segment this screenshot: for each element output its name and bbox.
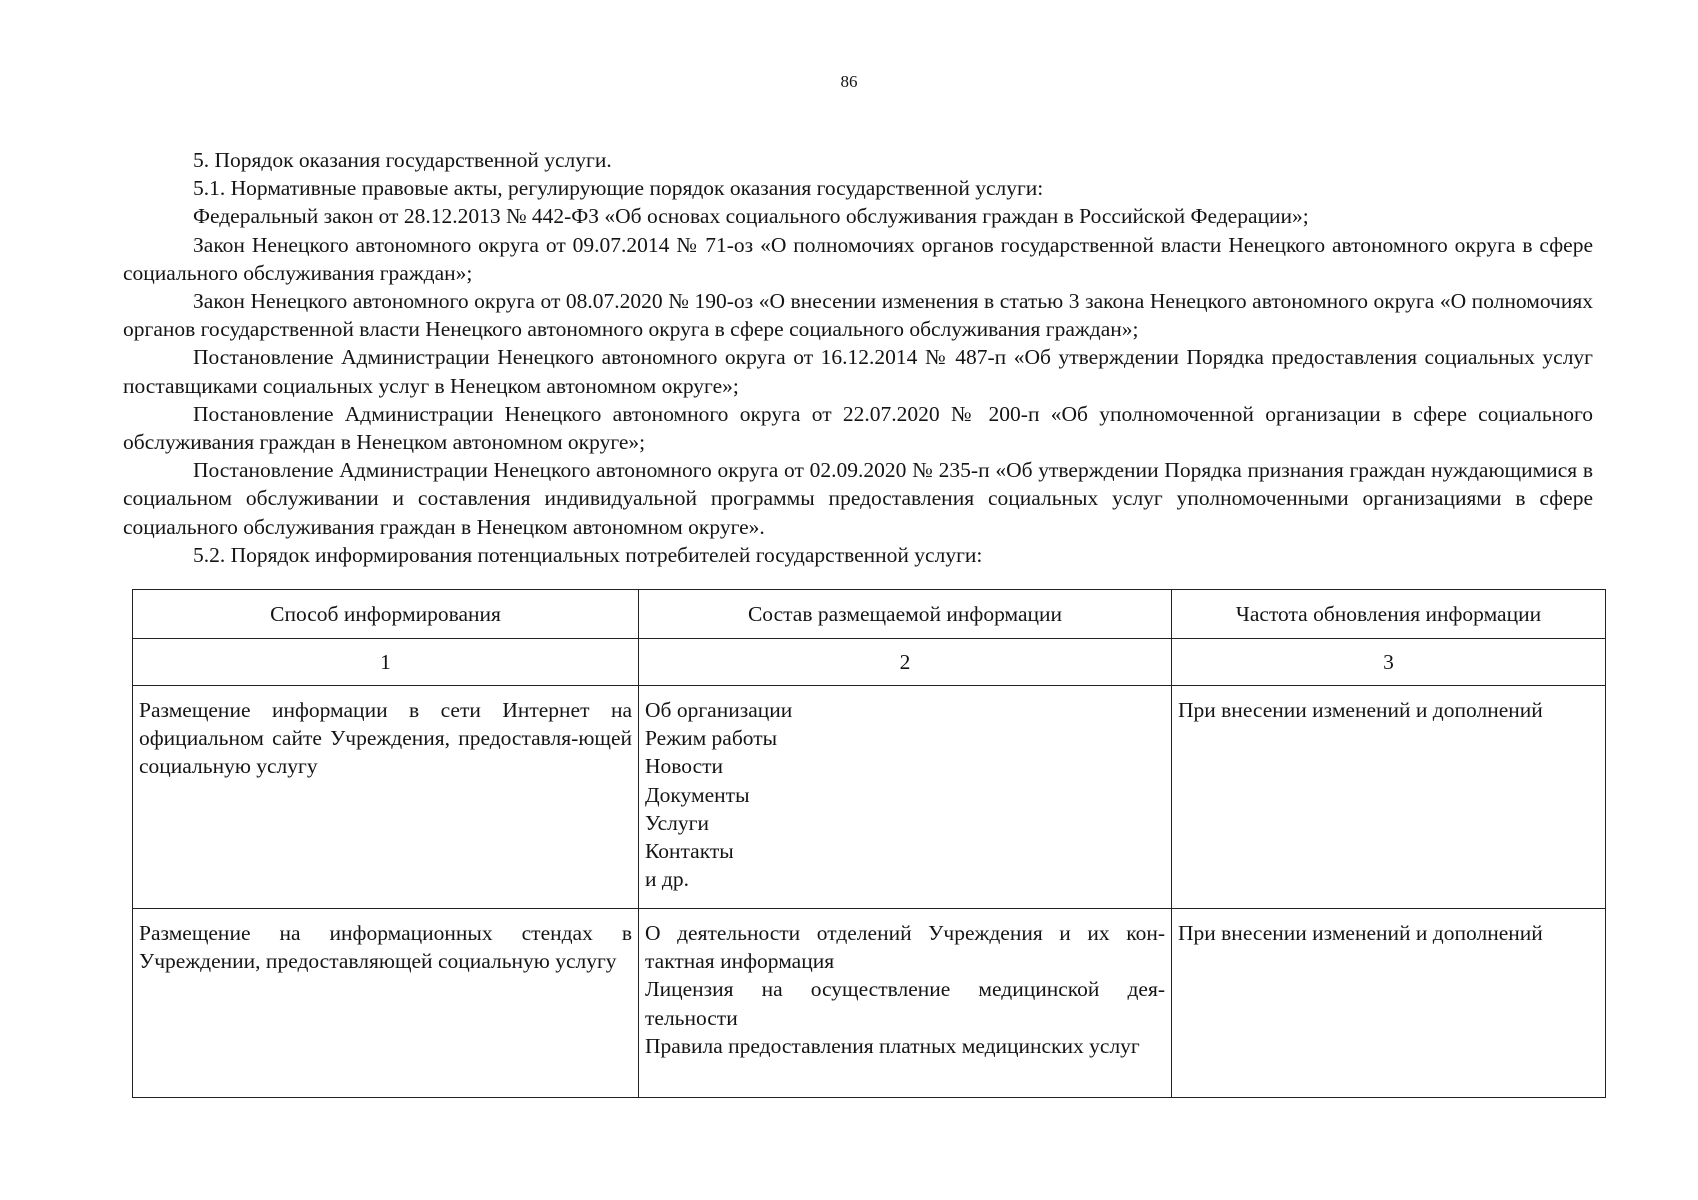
content-item: Режим работы (645, 726, 778, 751)
content-item: Об организации (645, 698, 793, 722)
column-number: 3 (1172, 639, 1606, 686)
content-item: и др. (645, 867, 689, 892)
frequency-cell: При внесении изменений и дополнений (1172, 909, 1606, 1098)
content-item: Правила предоставления платных медицинских услуг (645, 1033, 1140, 1058)
content-item: Услуги (645, 810, 709, 835)
content-item: О деятельности отделений Учреждения и их кон-тактная информация (645, 921, 1165, 974)
column-number: 2 (639, 639, 1172, 686)
column-number-row (133, 639, 1606, 686)
table-row (133, 686, 1606, 909)
legal-act-resolution-235-p: Постановление Администрации Ненецкого автономного округа от 02.09.2020 № 235-п «Об утверждении Порядка признания граждан нуждающимися в социальном обслуживании и составления индивидуальной программы предоставления социальных услуг уполномоченными организациями в сфере социального обслуживания граждан в Ненецком автономном округе». (123, 458, 1593, 539)
legal-act-federal-law: Федеральный закон от 28.12.2013 № 442-ФЗ «Об основах социального обслуживания граждан в Российской Федерации»; (193, 204, 1309, 229)
table-header-row (133, 590, 1606, 639)
content-item: Контакты (645, 839, 734, 864)
content-cell (639, 686, 1172, 909)
section-heading: 5. Порядок оказания государственной услуги. (193, 148, 612, 172)
legal-act-resolution-200-p: Постановление Администрации Ненецкого автономного округа от 22.07.2020 № 200-п «Об уполномоченной организации в сфере социального обслуживания граждан в Ненецком автономном округе»; (123, 401, 1593, 455)
content-item: Документы (645, 782, 750, 807)
column-header-method: Способ информирования (133, 590, 639, 639)
method-cell: Размещение на информационных стендах в Учреждении, предоставляющей социальную услугу (133, 909, 639, 1098)
document-body (123, 146, 1593, 569)
content-cell (639, 909, 1172, 1098)
subsection-heading-5-1: 5.1. Нормативные правовые акты, регулирующие порядок оказания государственной услуги: (193, 176, 1044, 201)
content-item: Новости (645, 754, 724, 779)
legal-act-resolution-487-p: Постановление Администрации Ненецкого автономного округа от 16.12.2014 № 487-п «Об утверждении Порядка предоставления социальных услуг поставщиками социальных услуг в Ненецком автономном округе»; (123, 345, 1593, 398)
method-cell: Размещение информации в сети Интернет на официальном сайте Учреждения, предоставля-ющей социальную услугу (133, 686, 639, 909)
column-number: 1 (133, 639, 639, 686)
legal-act-law-190-oz: Закон Ненецкого автономного округа от 08.07.2020 № 190-оз «О внесении изменения в статью 3 закона Ненецкого автономного округа «О полномочиях органов государственной власти Ненецкого автономного округа в сфере социального обслуживания граждан»; (123, 289, 1593, 342)
column-header-content: Состав размещаемой информации (639, 590, 1172, 639)
content-item: Лицензия на осуществление медицинской дея-тельности (645, 977, 1165, 1030)
subsection-heading-5-2: 5.2. Порядок информирования потенциальных потребителей государственной услуги: (193, 542, 983, 567)
column-header-frequency: Частота обновления информации (1172, 590, 1606, 639)
table-row (133, 909, 1606, 1098)
information-table (132, 589, 1606, 1098)
frequency-cell: При внесении изменений и дополнений (1172, 686, 1606, 909)
page-number: 86 (840, 72, 858, 91)
legal-act-law-71-oz: Закон Ненецкого автономного округа от 09.07.2014 № 71-оз «О полномочиях органов государственной власти Ненецкого автономного округа в сфере социального обслуживания граждан»; (123, 232, 1593, 285)
